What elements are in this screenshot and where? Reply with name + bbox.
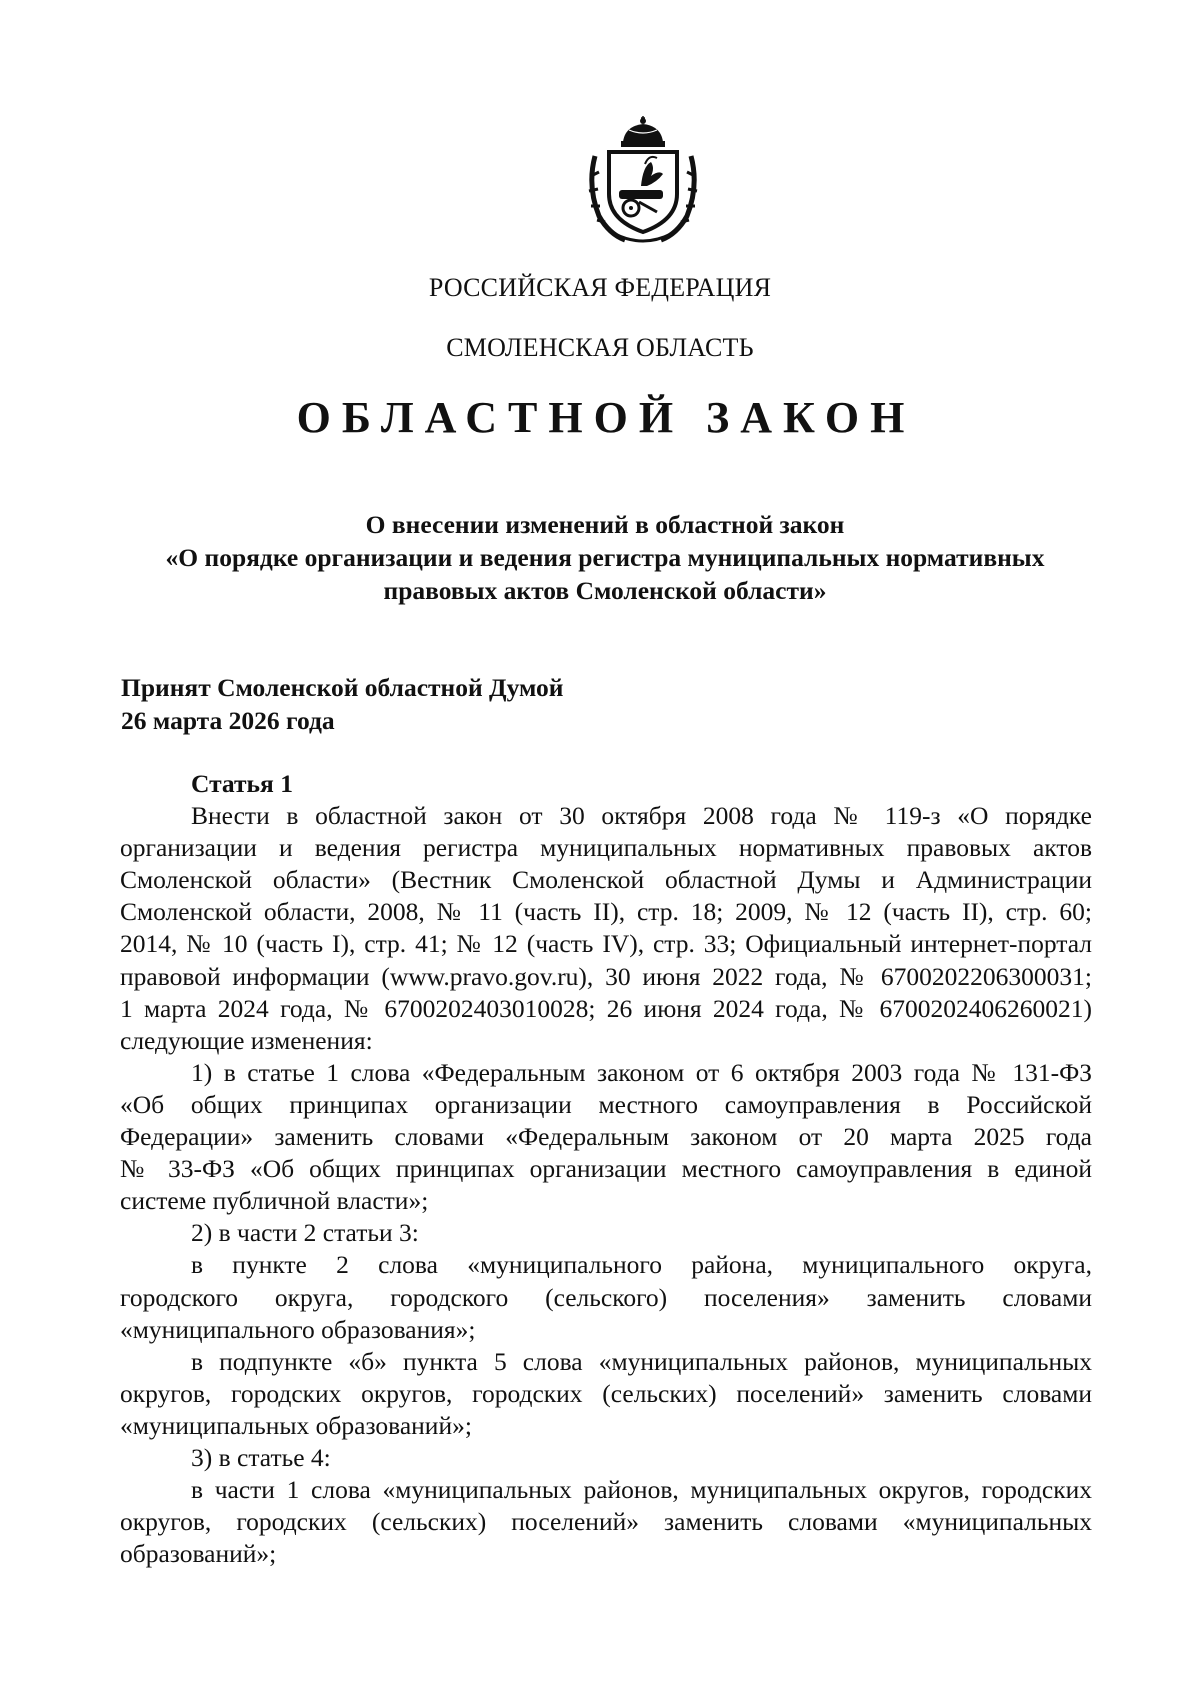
paragraph-line: Внести в областной закон от 30 октября 2008 года № 119-з «О порядке (191, 801, 1092, 831)
paragraph-line: Федерации» заменить словами «Федеральным законом от 20 марта 2025 года (120, 1122, 1092, 1152)
smolensk-coat-of-arms-icon (585, 116, 701, 246)
paragraph-line: в части 1 слова «муниципальных районов, муниципальных округов, городских (191, 1475, 1092, 1505)
paragraph-line: Смоленской области, 2008, № 11 (часть II), стр. 18; 2009, № 12 (часть II), стр. 60; (120, 897, 1092, 927)
paragraph-line: правовой информации (www.pravo.gov.ru), 30 июня 2022 года, № 6700202206300031; (120, 961, 1092, 991)
paragraph-line: в подпункте «б» пункта 5 слова «муниципальных районов, муниципальных (191, 1346, 1092, 1376)
region-name: СМОЛЕНСКАЯ ОБЛАСТЬ (446, 333, 754, 362)
paragraph-line: «муниципального образования»; (120, 1314, 476, 1344)
country-name: РОССИЙСКАЯ ФЕДЕРАЦИЯ (428, 273, 772, 302)
paragraph-line: городского округа, городского (сельского) поселения» заменить словами (120, 1282, 1092, 1312)
law-title (120, 508, 1090, 607)
paragraph-line: 1 марта 2024 года, № 6700202403010028; 26 июня 2024 года, № 6700202406260021) (120, 993, 1092, 1023)
paragraph-line: «муниципальных образований»; (120, 1410, 472, 1440)
paragraph-line: округов, городских (сельских) поселений» заменить словами «муниципальных (120, 1507, 1092, 1537)
document-type: ОБЛАСТНОЙ ЗАКОН (296, 393, 916, 442)
article-body (120, 768, 1092, 1570)
paragraph-line: 2) в части 2 статьи 3: (191, 1218, 419, 1248)
paragraph-line: в пункте 2 слова «муниципального района, муниципального округа, (191, 1250, 1092, 1280)
paragraph-line: системе публичной власти»; (120, 1186, 429, 1216)
adoption-date: 26 марта 2026 года (121, 706, 335, 735)
law-title-line: О внесении изменений в областной закон (365, 510, 845, 539)
paragraph-line: округов, городских округов, городских (сельских) поселений» заменить словами (120, 1378, 1092, 1408)
law-title-line: «О порядке организации и ведения регистра муниципальных нормативных (165, 543, 1045, 572)
paragraph-line: 3) в статье 4: (191, 1442, 331, 1472)
paragraph-line: Смоленской области» (Вестник Смоленской областной Думы и Администрации (120, 865, 1092, 895)
article-heading: Статья 1 (191, 769, 293, 798)
law-title-line: правовых актов Смоленской области» (383, 576, 827, 605)
paragraph-line: организации и ведения регистра муниципальных нормативных правовых актов (120, 833, 1092, 863)
paragraph-line: 2014, № 10 (часть I), стр. 41; № 12 (часть IV), стр. 33; Официальный интернет-портал (120, 929, 1092, 959)
adoption-block (121, 671, 563, 737)
paragraph-line: «Об общих принципах организации местного самоуправления в Российской (120, 1089, 1092, 1119)
paragraph-line: образований»; (120, 1539, 277, 1569)
paragraph-line: 1) в статье 1 слова «Федеральным законом от 6 октября 2003 года № 131-ФЗ (191, 1057, 1092, 1087)
adoption-body: Принят Смоленской областной Думой (121, 673, 564, 702)
paragraph-line: № 33-ФЗ «Об общих принципах организации местного самоуправления в единой (120, 1154, 1092, 1184)
paragraph-line: следующие изменения: (120, 1025, 373, 1055)
